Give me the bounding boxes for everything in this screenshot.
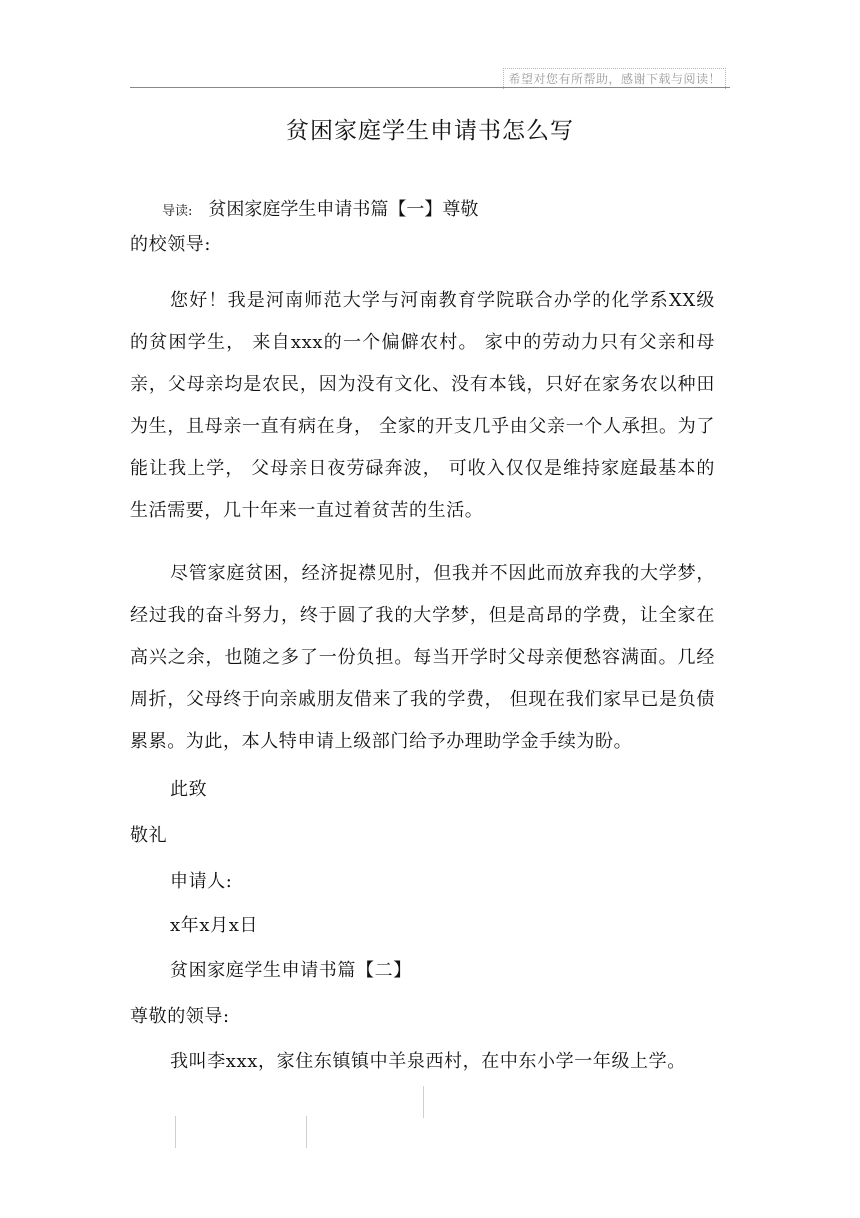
guide-line — [162, 195, 478, 221]
section-2-title: 贫困家庭学生申请书篇【二】 — [170, 960, 412, 981]
paragraph-2: 尽管家庭贫困，经济捉襟见肘，但我并不因此而放弃我的大学梦，经过我的奋斗努力，终于圆了我的大学梦，但是高昂的学费，让全家在高兴之余，也随之多了一份负担。每当开学时父母亲便愁容满面。几经周折，父母终于向亲戚朋友借来了我的学费， 但现在我们家早已是负债累累。为此，本人特申请上级部门给予办理助学金手续为盼。 — [130, 563, 715, 752]
header-rule — [130, 87, 730, 88]
table-border-fragment — [306, 1116, 307, 1148]
paragraph-1: 您好！我是河南师范大学与河南教育学院联合办学的化学系XX级的贫困学生， 来自xxx的一个偏僻农村。 家中的劳动力只有父亲和母亲，父母亲均是农民，因为没有文化、没有本钱，只好在家务农以种田为生，且母亲一直有病在身， 全家的开支几乎由父亲一个人承担。为了能让我上学， 父母亲日夜劳碌奔波， 可收入仅仅是维持家庭最基本的生活需要，几十年来一直过着贫苦的生活。 — [130, 290, 715, 521]
table-border-fragment — [423, 1086, 424, 1118]
applicant-label: 申请人: — [170, 871, 233, 892]
paragraph-3: 我叫李xxx，家住东镇镇中羊泉西村，在中东小学一年级上学。 — [170, 1051, 686, 1072]
closing-jingli: 敬礼 — [130, 825, 168, 846]
salutation-leaders: 尊敬的领导: — [130, 1006, 230, 1027]
document-title: 贫困家庭学生申请书怎么写 — [286, 118, 574, 144]
date-line: x年x月x日 — [170, 915, 259, 936]
guide-label: 导读: — [162, 204, 193, 219]
closing-cizhi: 此致 — [170, 779, 208, 800]
salutation-school-leaders: 的校领导: — [130, 234, 212, 255]
header-note: 希望对您有所帮助，感谢下载与阅读！ — [503, 68, 726, 89]
guide-text: 贫困家庭学生申请书篇【一】尊敬 — [208, 199, 479, 220]
table-border-fragment — [175, 1116, 176, 1148]
